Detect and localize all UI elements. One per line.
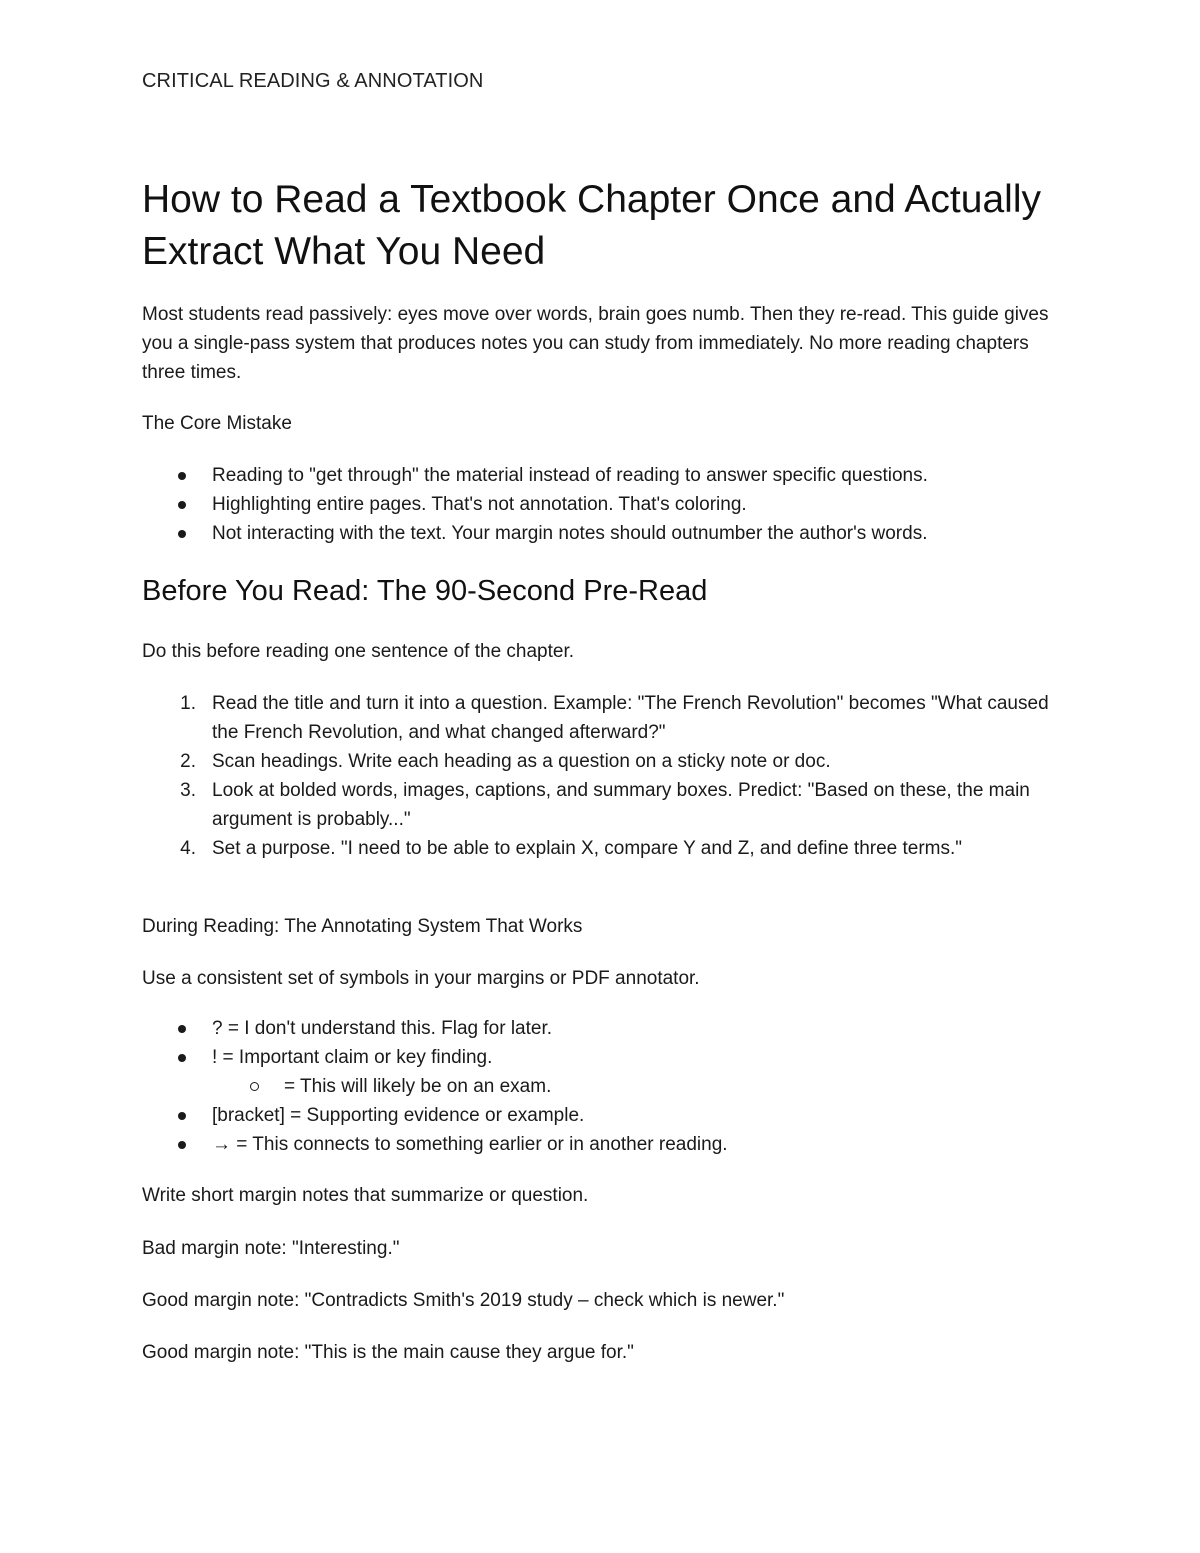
list-item: 3. Look at bolded words, images, captions, and summary boxes. Predict: "Based on these, the main argument is probably..."	[180, 780, 1030, 830]
list-item: → = This connects to something earlier or in another reading.	[142, 1130, 1062, 1159]
list-item: ? = I don't understand this. Flag for later.	[142, 1014, 1062, 1043]
list-item: Highlighting entire pages. That's not annotation. That's coloring.	[142, 490, 1062, 519]
good-margin-note-1: Good margin note: "Contradicts Smith's 2019 study – check which is newer."	[142, 1290, 785, 1311]
bullet-icon	[178, 1025, 186, 1033]
during-reading-heading: During Reading: The Annotating System That Works	[142, 916, 583, 937]
good-margin-note-2: Good margin note: "This is the main cause they argue for."	[142, 1342, 634, 1363]
pre-read-heading: Before You Read: The 90-Second Pre-Read	[142, 575, 708, 607]
bullet-icon	[178, 1141, 186, 1149]
list-item: 2. Scan headings. Write each heading as a question on a sticky note or doc.	[180, 751, 831, 772]
list-item: Not interacting with the text. Your margin notes should outnumber the author's words.	[142, 519, 1062, 548]
margin-notes-intro: Write short margin notes that summarize or question.	[142, 1185, 589, 1206]
hollow-bullet-icon	[250, 1082, 259, 1091]
core-mistake-list	[142, 461, 1062, 548]
during-reading-intro: Use a consistent set of symbols in your margins or PDF annotator.	[142, 968, 700, 989]
pre-read-steps	[142, 689, 1062, 863]
bullet-icon	[178, 1112, 186, 1120]
bullet-icon	[178, 1054, 186, 1062]
document-header-label: CRITICAL READING & ANNOTATION	[142, 70, 484, 92]
annotation-symbols-list	[142, 1014, 1062, 1159]
bullet-icon	[178, 530, 186, 538]
bullet-icon	[178, 472, 186, 480]
pre-read-intro: Do this before reading one sentence of the chapter.	[142, 641, 575, 662]
list-item: 1. Read the title and turn it into a question. Example: "The French Revolution" becomes "What caused the French Revolution, and what changed afterward?"	[180, 693, 1049, 743]
document-title: How to Read a Textbook Chapter Once and Actually Extract What You Need	[142, 178, 1041, 273]
list-item: ! = Important claim or key finding.	[142, 1043, 1062, 1072]
bullet-icon	[178, 501, 186, 509]
list-item: 4. Set a purpose. "I need to be able to explain X, compare Y and Z, and define three terms."	[180, 838, 963, 859]
bad-margin-note: Bad margin note: "Interesting."	[142, 1238, 400, 1259]
list-item: Reading to "get through" the material instead of reading to answer specific questions.	[142, 461, 1062, 490]
sub-list-item: = This will likely be on an exam.	[142, 1072, 1062, 1101]
intro-paragraph: Most students read passively: eyes move over words, brain goes numb. Then they re-read. This guide gives you a single-pass system that produces notes you can study from immediately. No more reading chapters three times.	[142, 304, 1049, 383]
list-item: [bracket] = Supporting evidence or example.	[142, 1101, 1062, 1130]
core-mistake-heading: The Core Mistake	[142, 413, 292, 434]
